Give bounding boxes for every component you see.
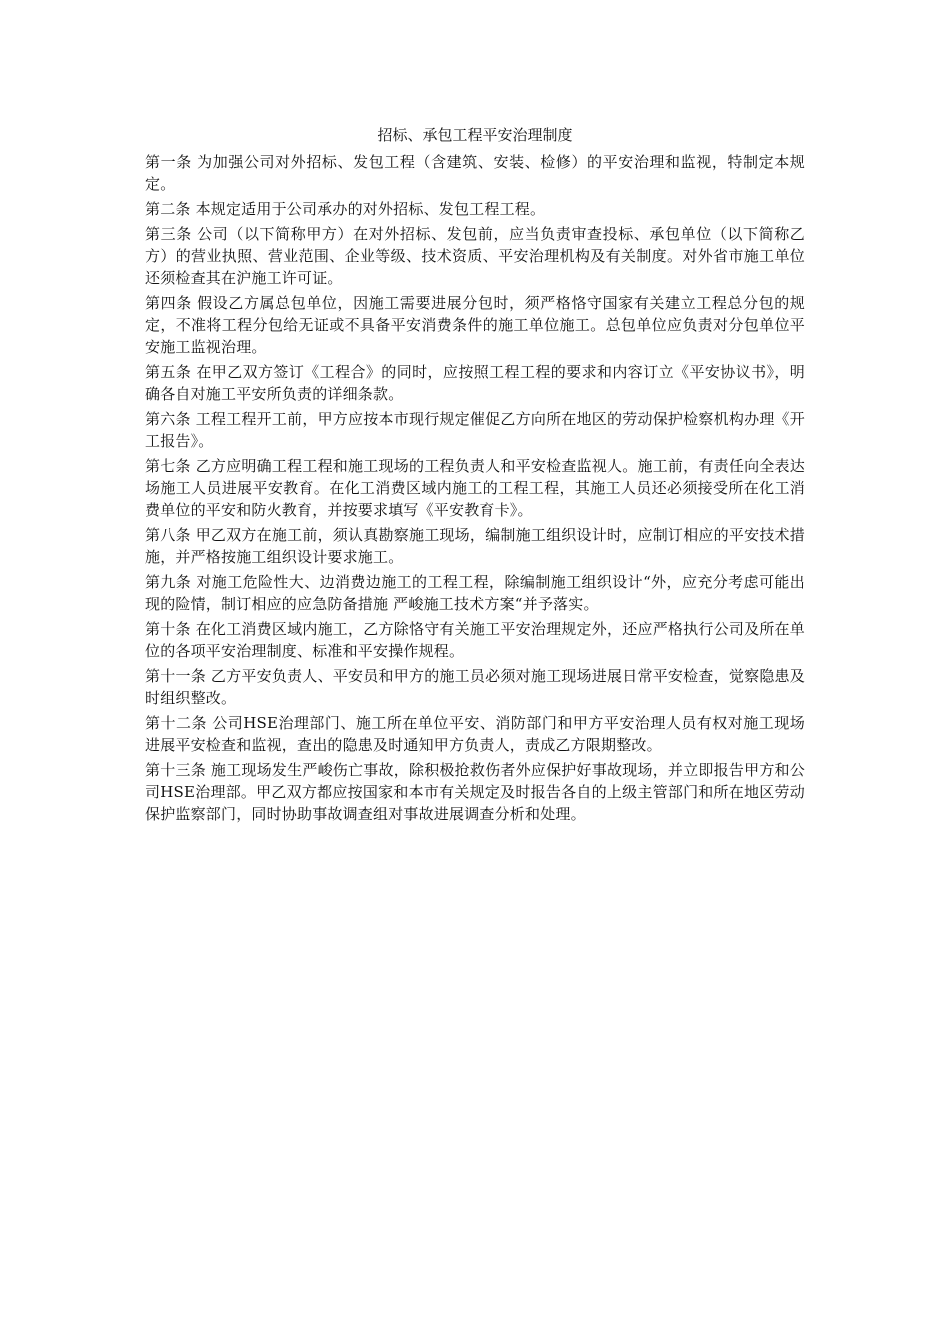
article-9: 第九条 对施工危险性大、边消费边施工的工程工程，除编制施工组织设计“外，应充分考虑可能出现的险情，制订相应的应急防备措施 严峻施工技术方案“并予落实。 [145, 573, 805, 613]
article-4: 第四条 假设乙方属总包单位，因施工需要进展分包时，须严格恪守国家有关建立工程总分包的规定，不准将工程分包给无证或不具备平安消费条件的施工单位施工。总包单位应负责对分包单位平安施工监视治理。 [145, 294, 805, 356]
article-6: 第六条 工程工程开工前，甲方应按本市现行规定催促乙方向所在地区的劳动保护检察机构办理《开工报告》。 [145, 410, 805, 450]
article-13: 第十三条 施工现场发生严峻伤亡事故，除积极抢救伤者外应保护好事故现场，并立即报告甲方和公司HSE治理部。甲乙双方都应按国家和本市有关规定及时报告各自的上级主管部门和所在地区劳动保护监察部门，同时协助事故调查组对事故进展调查分析和处理。 [145, 761, 805, 823]
article-5: 第五条 在甲乙双方签订《工程合》的同时，应按照工程工程的要求和内容订立《平安协议书》，明确各自对施工平安所负责的详细条款。 [145, 363, 805, 403]
article-11: 第十一条 乙方平安负责人、平安员和甲方的施工员必须对施工现场进展日常平安检查，觉察隐患及时组织整改。 [145, 667, 805, 707]
article-12: 第十二条 公司HSE治理部门、施工所在单位平安、消防部门和甲方平安治理人员有权对施工现场进展平安检查和监视，查出的隐患及时通知甲方负责人，责成乙方限期整改。 [145, 714, 805, 754]
document-body [145, 125, 805, 828]
article-7: 第七条 乙方应明确工程工程和施工现场的工程负责人和平安检查监视人。施工前，有责任向全表达场施工人员进展平安教育。在化工消费区域内施工的工程工程，其施工人员还必须接受所在化工消费单位的平安和防火教育，并按要求填写《平安教育卡》。 [145, 457, 805, 519]
article-8: 第八条 甲乙双方在施工前，须认真勘察施工现场，编制施工组织设计时，应制订相应的平安技术措施，并严格按施工组织设计要求施工。 [145, 526, 805, 566]
article-1: 第一条 为加强公司对外招标、发包工程（含建筑、安装、检修）的平安治理和监视，特制定本规定。 [145, 153, 805, 193]
article-10: 第十条 在化工消费区域内施工，乙方除恪守有关施工平安治理规定外，还应严格执行公司及所在单位的各项平安治理制度、标准和平安操作规程。 [145, 620, 805, 660]
document-title: 招标、承包工程平安治理制度 [377, 126, 573, 144]
article-3: 第三条 公司（以下简称甲方）在对外招标、发包前，应当负责审查投标、承包单位（以下简称乙方）的营业执照、营业范围、企业等级、技术资质、平安治理机构及有关制度。对外省市施工单位还须检查其在沪施工许可证。 [145, 225, 805, 287]
article-2: 第二条 本规定适用于公司承办的对外招标、发包工程工程。 [145, 200, 546, 218]
